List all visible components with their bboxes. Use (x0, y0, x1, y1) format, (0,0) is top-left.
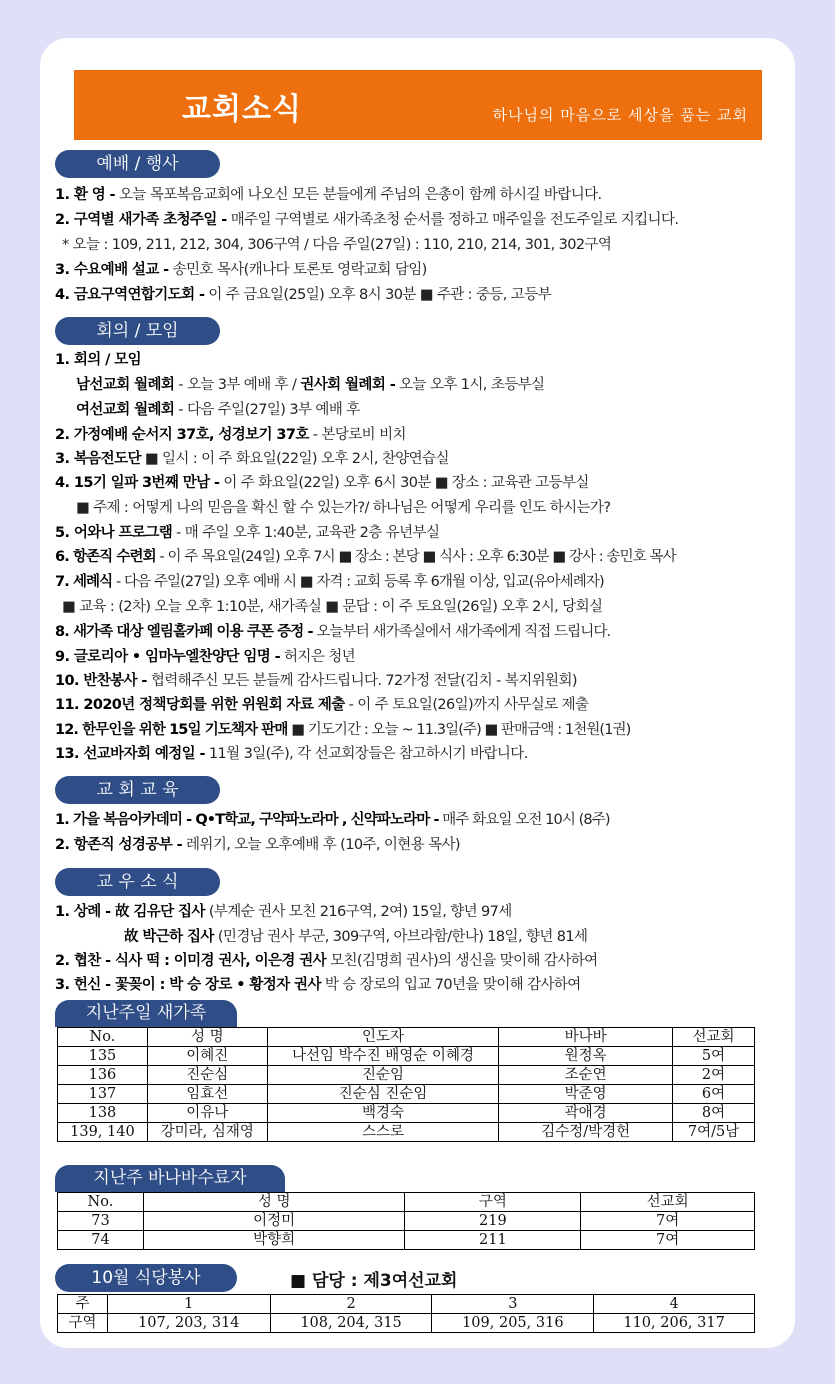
table-cell: 139, 140 (58, 1123, 148, 1142)
news-item: 3. 헌신 - 꽃꽂이 : 박 승 장로 • 황정자 권사 박 승 장로의 입교 70년을 맞이해 감사하여 (55, 977, 581, 993)
column-header: 선교회 (673, 1028, 755, 1047)
news-item: 10. 반찬봉사 - 협력해주신 모든 분들께 감사드립니다. 72가정 전달(김치 - 복지위원회) (55, 673, 577, 689)
table-cell: 구역 (58, 1314, 108, 1333)
table-row (58, 1231, 755, 1250)
section-label-newfamily: 지난주일 새가족 (55, 1000, 237, 1027)
news-item: 5. 어와나 프로그램 - 매 주일 오후 1:40분, 교육관 2층 유년부실 (55, 525, 440, 541)
section-label-worship: 예배 / 행사 (55, 150, 220, 178)
news-item: 2. 협찬 - 식사 떡 : 이미경 권사, 이은경 권사 모친(김명희 권사)의 생신을 맞이해 감사하여 (55, 953, 598, 969)
news-item: 1. 상례 - 故 김유단 집사 (부계순 권사 모친 216구역, 2여) 15일, 향년 97세 (55, 904, 512, 920)
column-header: 3 (432, 1295, 594, 1314)
table-cell: 7여 (581, 1212, 755, 1231)
section-label-education: 교 회 교 육 (55, 776, 220, 804)
news-item: 4. 15기 일파 3번째 만남 - 이 주 화요일(22일) 오후 6시 30분 ■ 장소 : 교육관 고등부실 (55, 475, 589, 491)
table-cell: 7여 (581, 1231, 755, 1250)
table-cell: 136 (58, 1066, 148, 1085)
kitchen-table (57, 1294, 755, 1333)
column-header: 성 명 (143, 1193, 405, 1212)
table-cell: 137 (58, 1085, 148, 1104)
section-label-meetings: 회의 / 모임 (55, 317, 220, 345)
table-row (58, 1314, 755, 1333)
table-cell: 이유나 (147, 1104, 267, 1123)
table-row (58, 1104, 755, 1123)
table-cell: 곽애경 (499, 1104, 673, 1123)
news-item: 1. 환 영 - 오늘 목포복음교회에 나오신 모든 분들에게 주님의 은총이 함께 하시길 바랍니다. (55, 187, 602, 203)
news-item: 7. 세례식 - 다음 주일(27일) 오후 예배 시 ■ 자격 : 교회 등록 후 6개월 이상, 입교(유아세례자) (55, 574, 604, 590)
table-cell: 74 (58, 1231, 144, 1250)
table-cell: 211 (405, 1231, 581, 1250)
table-cell: 2여 (673, 1066, 755, 1085)
table-cell: 109, 205, 316 (432, 1314, 594, 1333)
column-header: 인도자 (267, 1028, 499, 1047)
news-item: 11. 2020년 정책당회를 위한 위원회 자료 제출 - 이 주 토요일(26일)까지 사무실로 제출 (55, 697, 589, 713)
column-header: 4 (594, 1295, 755, 1314)
table-cell: 조순연 (499, 1066, 673, 1085)
news-item: 6. 항존직 수련회 - 이 주 목요일(24일) 오후 7시 ■ 장소 : 본당 ■ 식사 : 오후 6:30분 ■ 강사 : 송민호 목사 (55, 549, 676, 565)
column-header: No. (58, 1193, 144, 1212)
table-cell: 백경숙 (267, 1104, 499, 1123)
news-item: 3. 복음전도단 ■ 일시 : 이 주 화요일(22일) 오후 2시, 찬양연습실 (55, 451, 449, 467)
column-header: 성 명 (147, 1028, 267, 1047)
table-cell: 110, 206, 317 (594, 1314, 755, 1333)
section-label-barnabas: 지난주 바나바수료자 (55, 1165, 285, 1192)
news-item: 4. 금요구역연합기도회 - 이 주 금요일(25일) 오후 8시 30분 ■ 주관 : 중등, 고등부 (55, 287, 552, 303)
table-row (58, 1212, 755, 1231)
table-cell: 진순심 진순임 (267, 1085, 499, 1104)
news-item: 故 박근하 집사 (민경남 권사 부군, 309구역, 아브라함/한나) 18일, 향년 81세 (124, 929, 588, 945)
table-row (58, 1085, 755, 1104)
table-cell: 임효선 (147, 1085, 267, 1104)
news-item: 8. 새가족 대상 엘림홀카페 이용 쿠폰 증정 - 오늘부터 새가족실에서 새가족에게 직접 드립니다. (55, 624, 611, 640)
table-cell: 원정옥 (499, 1047, 673, 1066)
section-label-members: 교 우 소 식 (55, 868, 220, 896)
table-cell: 8여 (673, 1104, 755, 1123)
table-cell: 73 (58, 1212, 144, 1231)
column-header: 2 (270, 1295, 432, 1314)
news-note: ■ 주제 : 어떻게 나의 믿음을 확신 할 수 있는가?/ 하나님은 어떻게 우리를 인도 하시는가? (76, 500, 611, 516)
table-header-row (58, 1028, 755, 1047)
newfamily-table (57, 1027, 755, 1142)
kitchen-manager: ■ 담당 : 제3여선교회 (290, 1271, 458, 1291)
header-banner (74, 70, 762, 140)
table-header-row (58, 1295, 755, 1314)
news-item: 3. 수요예배 설교 - 송민호 목사(캐나다 토론토 영락교회 담임) (55, 262, 427, 278)
news-note: * 오늘 : 109, 211, 212, 304, 306구역 / 다음 주일(27일) : 110, 210, 214, 301, 302구역 (62, 237, 612, 253)
column-header: 주 (58, 1295, 108, 1314)
section-label-kitchen: 10월 식당봉사 (55, 1264, 237, 1292)
table-cell: 7여/5남 (673, 1123, 755, 1142)
news-item: 1. 회의 / 모임 (55, 352, 142, 368)
table-cell: 5여 (673, 1047, 755, 1066)
column-header: 선교회 (581, 1193, 755, 1212)
news-item: 2. 항존직 성경공부 - 레위기, 오늘 오후예배 후 (10주, 이현용 목사) (55, 837, 460, 853)
table-cell: 김수정/박경헌 (499, 1123, 673, 1142)
table-cell: 강미라, 심재영 (147, 1123, 267, 1142)
table-cell: 스스로 (267, 1123, 499, 1142)
table-cell: 박준영 (499, 1085, 673, 1104)
news-item: 남선교회 월례회 - 오늘 3부 예배 후 / 권사회 월례회 - 오늘 오후 1시, 초등부실 (76, 377, 545, 393)
news-item: 여선교회 월례회 - 다음 주일(27일) 3부 예배 후 (76, 402, 360, 418)
news-item: 2. 가정예배 순서지 37호, 성경보기 37호 - 본당로비 비치 (55, 427, 406, 443)
news-item: 1. 가을 복음아카데미 - Q•T학교, 구약파노라마 , 신약파노라마 - 매주 화요일 오전 10시 (8주) (55, 812, 610, 828)
column-header: No. (58, 1028, 148, 1047)
table-row (58, 1066, 755, 1085)
column-header: 바나바 (499, 1028, 673, 1047)
column-header: 구역 (405, 1193, 581, 1212)
table-row (58, 1047, 755, 1066)
table-cell: 6여 (673, 1085, 755, 1104)
table-cell: 이혜진 (147, 1047, 267, 1066)
table-cell: 이정미 (143, 1212, 405, 1231)
news-item: 9. 글로리아 • 임마누엘찬양단 임명 - 허지은 청년 (55, 649, 356, 665)
table-header-row (58, 1193, 755, 1212)
news-item: 2. 구역별 새가족 초청주일 - 매주일 구역별로 새가족초청 순서를 정하고 매주일을 전도주일로 지킵니다. (55, 212, 679, 228)
table-cell: 108, 204, 315 (270, 1314, 432, 1333)
table-cell: 107, 203, 314 (107, 1314, 270, 1333)
barnabas-table (57, 1192, 755, 1250)
table-cell: 진순심 (147, 1066, 267, 1085)
table-cell: 진순임 (267, 1066, 499, 1085)
table-cell: 219 (405, 1212, 581, 1231)
page-subtitle: 하나님의 마음으로 세상을 품는 교회 (492, 106, 748, 124)
table-row (58, 1123, 755, 1142)
news-item: 13. 선교바자회 예정일 - 11월 3일(주), 각 선교회장들은 참고하시기 바랍니다. (55, 746, 528, 762)
news-note: ■ 교육 : (2차) 오늘 오후 1:10분, 새가족실 ■ 문답 : 이 주 토요일(26일) 오후 2시, 당회실 (62, 599, 603, 615)
table-cell: 138 (58, 1104, 148, 1123)
table-cell: 박향희 (143, 1231, 405, 1250)
column-header: 1 (107, 1295, 270, 1314)
news-item: 12. 한무인을 위한 15일 기도책자 판매 ■ 기도기간 : 오늘 ~ 11.3일(주) ■ 판매금액 : 1천원(1권) (55, 722, 631, 738)
page-title: 교회소식 (182, 92, 302, 127)
table-cell: 나선임 박수진 배영순 이혜경 (267, 1047, 499, 1066)
table-cell: 135 (58, 1047, 148, 1066)
